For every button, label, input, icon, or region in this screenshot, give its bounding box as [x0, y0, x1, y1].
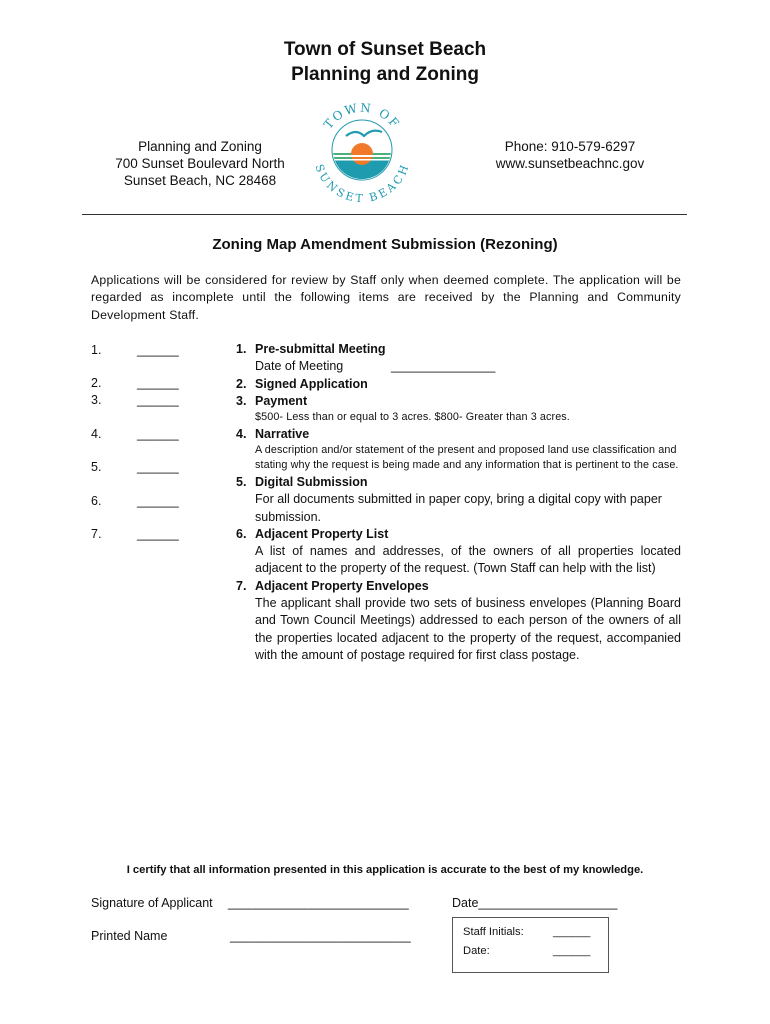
check-blank[interactable]: ______	[137, 376, 179, 390]
staff-use-box	[452, 917, 609, 973]
address-line: Sunset Beach, NC 28468	[123, 173, 277, 188]
office-address	[100, 138, 300, 189]
printed-name-line[interactable]: __________________________	[230, 929, 411, 943]
phone-number: Phone: 910-579-6297	[504, 139, 636, 154]
signature-line[interactable]: __________________________	[228, 896, 409, 910]
check-blank[interactable]: ______	[137, 343, 179, 357]
staff-initials-label: Staff Initials:	[463, 926, 524, 938]
meeting-date-blank[interactable]: _______________	[391, 359, 496, 374]
signature-label: Signature of Applicant	[91, 896, 213, 910]
check-blank[interactable]: ______	[137, 494, 179, 508]
document-title: Zoning Map Amendment Submission (Rezoning)	[212, 236, 558, 253]
requirement-item: 7. Adjacent Property Envelopes The applicant shall provide two sets of business envelopes (Planning Board and Town Council Meetings) addressed to each person of the owners of all the properties located adjacent to the property of the request, accompanied with the amount of postage required for first class postage.	[236, 578, 681, 664]
town-title: Town of Sunset Beach	[283, 39, 487, 60]
requirement-item: 2. Signed Application	[236, 376, 368, 391]
department-title: Planning and Zoning	[291, 64, 479, 85]
address-line: Planning and Zoning	[138, 139, 262, 154]
requirement-item: 1. Pre-submittal Meeting Date of Meeting _______________	[236, 341, 681, 376]
header-divider	[82, 214, 687, 215]
requirement-title: Adjacent Property Envelopes	[255, 578, 429, 593]
certification-statement: I certify that all information presented in this application is accurate to the best of my knowledge.	[126, 864, 644, 876]
requirement-title: Digital Submission	[255, 474, 368, 489]
contact-info	[480, 138, 660, 172]
requirement-title: Payment	[255, 393, 308, 408]
check-blank[interactable]: ______	[137, 527, 179, 541]
check-blank[interactable]: ______	[137, 460, 179, 474]
date-line[interactable]: Date____________________	[452, 896, 618, 910]
requirement-item: 6. Adjacent Property List A list of names and addresses, of the owners of all properties located adjacent to the property of the request. (Town Staff can help with the list)	[236, 526, 681, 578]
address-line: 700 Sunset Boulevard North	[115, 156, 285, 171]
printed-name-label: Printed Name	[91, 929, 168, 943]
check-blank[interactable]: ______	[137, 393, 179, 407]
meeting-date-label: Date of Meeting	[255, 359, 344, 374]
requirement-item: 5. Digital Submission For all documents submitted in paper copy, bring a digital copy with paper submission.	[236, 474, 681, 526]
check-blank[interactable]: ______	[137, 427, 179, 441]
requirement-text: The applicant shall provide two sets of business envelopes (Planning Board and Town Council Meetings) addressed to each person of the owners of all the properties located adjacent to the property of the request, accompanied with the amount of postage required for first class postage.	[255, 596, 681, 662]
intro-paragraph: Applications will be considered for review by Staff only when deemed complete. The application will be regarded as incomplete until the following items are received by the Planning and Community Development Staff.	[91, 273, 681, 322]
checklist: 1. ______ 2. ______ 3. ______ 4. ______ 5. ______ 6. ______ 7. ______	[91, 343, 179, 541]
staff-date-label: Date:	[463, 945, 490, 957]
requirement-title: Narrative	[255, 426, 310, 441]
requirement-item: 4. Narrative A description and/or statement of the present and proposed land use classification and stating why the request is being made and any information that is pertinent to the case.	[236, 426, 681, 474]
staff-initials-blank[interactable]: ______	[553, 926, 591, 938]
requirement-item: 3. Payment $500- Less than or equal to 3 acres. $800- Greater than 3 acres.	[236, 393, 681, 426]
requirement-text: A list of names and addresses, of the owners of all properties located adjacent to the property of the request. (Town Staff can help with the list)	[255, 544, 681, 576]
logo-bottom-text: SUNSET BEACH	[312, 162, 412, 202]
requirement-title: Signed Application	[255, 376, 368, 391]
logo-top-text: TOWN OF	[321, 100, 403, 132]
requirement-text: A description and/or statement of the present and proposed land use classification and stating why the request is being made and any information that is pertinent to the case.	[255, 443, 679, 472]
website-link[interactable]: www.sunsetbeachnc.gov	[495, 156, 645, 171]
requirement-text: For all documents submitted in paper copy, bring a digital copy with paper submission.	[255, 492, 662, 524]
requirement-title: Adjacent Property List	[255, 526, 389, 541]
requirement-text: $500- Less than or equal to 3 acres. $800- Greater than 3 acres.	[255, 411, 570, 424]
staff-date-blank[interactable]: ______	[553, 945, 591, 957]
requirement-title: Pre-submittal Meeting	[255, 342, 386, 356]
requirements-list	[236, 341, 681, 664]
town-seal-logo	[310, 98, 414, 202]
